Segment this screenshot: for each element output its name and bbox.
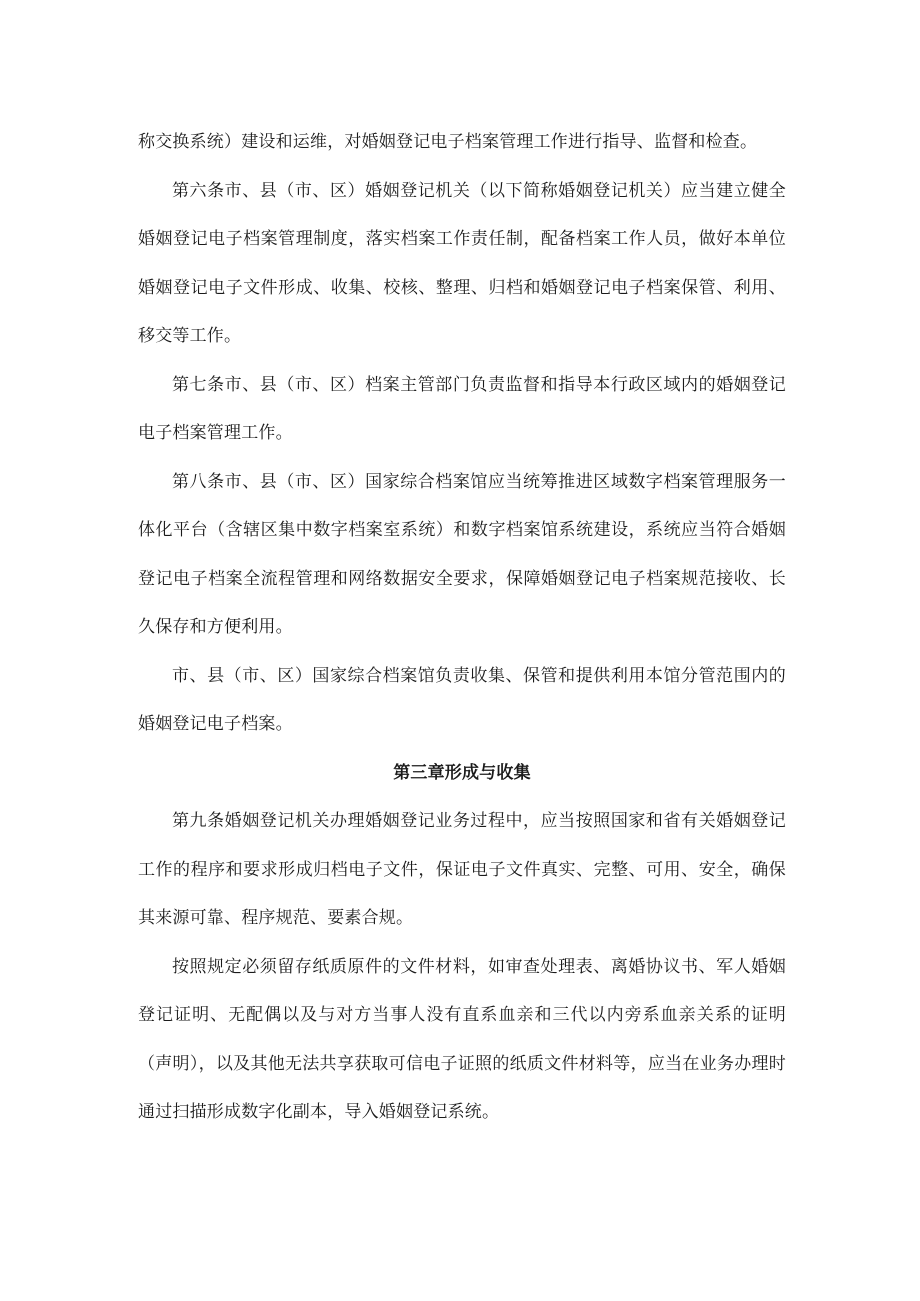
paragraph-article-8-sub: 市、县（市、区）国家综合档案馆负责收集、保管和提供利用本馆分管范围内的婚姻登记电子档案。 [138, 665, 786, 734]
paragraph-article-9: 第九条婚姻登记机关办理婚姻登记业务过程中，应当按照国家和省有关婚姻登记工作的程序和要求形成归档电子文件，保证电子文件真实、完整、可用、安全，确保其来源可靠、程序规范、要素合规。 [138, 811, 786, 928]
document-page [138, 118, 786, 1137]
paragraph-article-9-sub: 按照规定必须留存纸质原件的文件材料，如审查处理表、离婚协议书、军人婚姻登记证明、无配偶以及与对方当事人没有直系血亲和三代以内旁系血亲关系的证明（声明），以及其他无法共享获取可信电子证照的纸质文件材料等，应当在业务办理时通过扫描形成数字化副本，导入婚姻登记系统。 [138, 956, 786, 1122]
paragraph-article-7: 第七条市、县（市、区）档案主管部门负责监督和指导本行政区域内的婚姻登记电子档案管理工作。 [138, 374, 786, 443]
paragraph-continuation: 称交换系统）建设和运维，对婚姻登记电子档案管理工作进行指导、监督和检查。 [138, 132, 758, 152]
chapter-heading: 第三章形成与收集 [393, 762, 531, 783]
paragraph-article-6: 第六条市、县（市、区）婚姻登记机关（以下简称婚姻登记机关）应当建立健全婚姻登记电子档案管理制度，落实档案工作责任制，配备档案工作人员，做好本单位婚姻登记电子文件形成、收集、校核、整理、归档和婚姻登记电子档案保管、利用、移交等工作。 [138, 180, 786, 346]
paragraph-article-8: 第八条市、县（市、区）国家综合档案馆应当统筹推进区域数字档案管理服务一体化平台（含辖区集中数字档案室系统）和数字档案馆系统建设，系统应当符合婚姻登记电子档案全流程管理和网络数据安全要求，保障婚姻登记电子档案规范接收、长久保存和方便利用。 [138, 471, 786, 637]
